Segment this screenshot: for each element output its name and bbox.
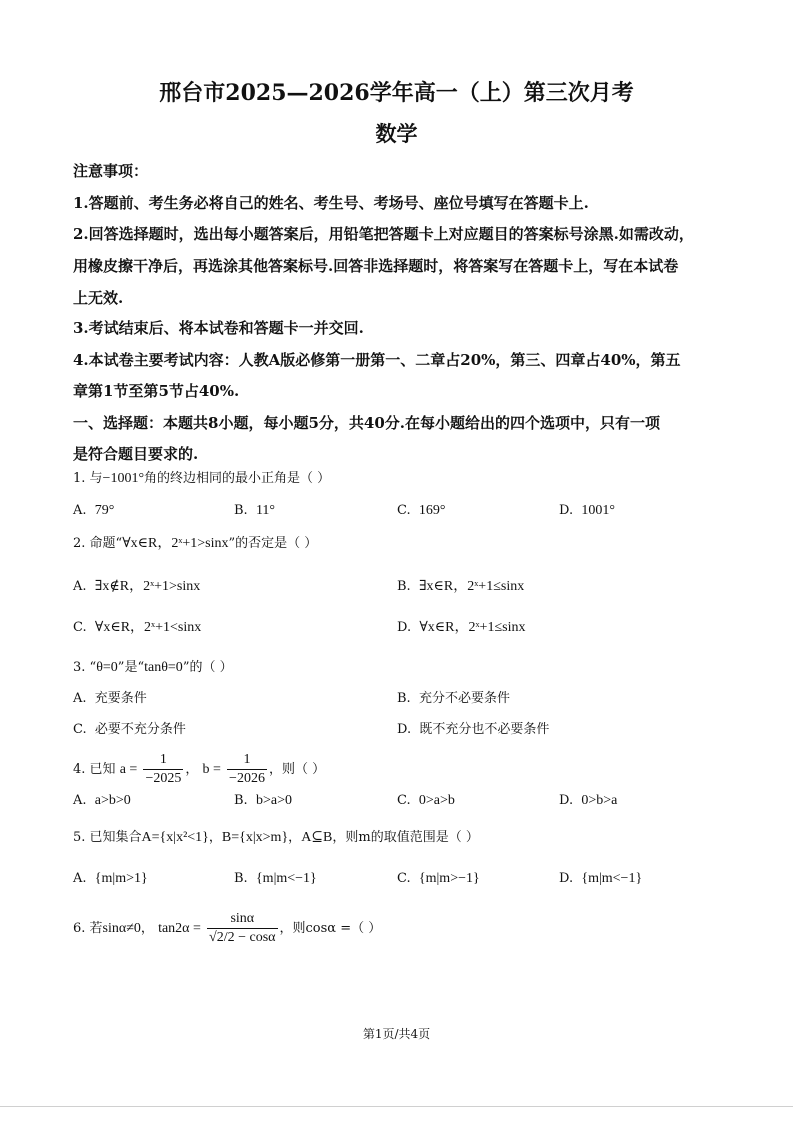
page-bottom-divider [0, 1106, 793, 1107]
option-value: ∀x∈R，2ˣ+1≤sinx [419, 620, 526, 635]
question-6-fraction [207, 910, 277, 947]
question-4-option-d [559, 792, 617, 810]
option-label: D. [559, 503, 574, 518]
option-value: 11° [255, 503, 276, 518]
option-label: C. [73, 620, 87, 635]
option-value: 169° [418, 503, 446, 518]
option-value: 充分不必要条件 [418, 691, 510, 706]
option-value: {m|m>−1} [418, 871, 480, 886]
question-3-prefix: 3. “ [73, 660, 97, 675]
option-label: A. [73, 793, 87, 808]
question-5-option-b [234, 870, 317, 888]
question-1-option-a [73, 502, 114, 520]
option-value: b>a>0 [255, 793, 292, 808]
question-4-prefix: 4. 已知 [73, 762, 116, 777]
option-value: a>b>0 [94, 793, 131, 808]
question-4-option-a [73, 792, 131, 810]
question-2 [73, 535, 317, 553]
option-label: B. [234, 871, 248, 886]
fraction-denominator: √2/2 − cosα [209, 930, 276, 945]
notes-heading: 注意事项： [73, 162, 149, 180]
question-6-condition: sinα≠0 [102, 921, 141, 936]
question-4-a-lhs: a = [119, 762, 138, 777]
fraction-numerator: sinα [230, 911, 255, 926]
option-value: 0>b>a [581, 793, 618, 808]
question-2-prefix: 2. 命题“ [73, 536, 123, 551]
question-2-option-c [73, 619, 201, 637]
question-3-expr-1: θ=0 [96, 660, 118, 675]
question-4-option-c [397, 792, 455, 810]
question-4 [73, 751, 325, 788]
option-value: ∃x∉R，2ˣ+1>sinx [94, 579, 201, 594]
note-1: 1.答题前、考生务必将自己的姓名、考生号、考场号、座位号填写在答题卡上. [73, 194, 589, 212]
option-value: 79° [94, 503, 115, 518]
section-1-line-1: 一、选择题：本题共8小题，每小题5分，共40分.在每小题给出的四个选项中，只有一项 [73, 414, 660, 432]
option-label: D. [397, 620, 412, 635]
question-4-sep: ， [185, 762, 199, 777]
option-value: 0>a>b [418, 793, 455, 808]
section-1-line-2: 是符合题目要求的. [73, 445, 199, 463]
exam-subject: 数学 [375, 121, 418, 146]
question-3-mid: ”是“ [117, 660, 145, 675]
option-label: A. [73, 503, 87, 518]
question-5-option-a [73, 870, 148, 888]
question-4-b-lhs: b = [202, 762, 221, 777]
question-2-suffix: ”的否定是（ ） [228, 536, 318, 551]
exam-title: 邢台市2025—2026学年高一（上）第三次月考 [159, 80, 634, 106]
question-1 [73, 470, 330, 488]
question-5-prefix: 5. 已知集合 [73, 830, 142, 845]
option-value: {m|m<−1} [255, 871, 317, 886]
question-6 [73, 910, 381, 947]
note-3: 3.考试结束后、将本试卷和答题卡一并交回. [73, 319, 364, 337]
option-label: C. [73, 722, 87, 737]
option-label: B. [397, 579, 411, 594]
question-2-option-d [397, 619, 525, 637]
question-4-option-b [234, 792, 292, 810]
option-value: ∃x∈R，2ˣ+1≤sinx [418, 579, 525, 594]
note-2-line-2: 用橡皮擦干净后，再选涂其他答案标号.回答非选择题时，将答案写在答题卡上，写在本试卷 [73, 257, 679, 275]
question-5-option-c [397, 870, 480, 888]
question-6-prefix: 6. 若 [73, 921, 103, 936]
option-label: C. [397, 503, 411, 518]
question-1-suffix: 角的终边相同的最小正角是（ ） [144, 471, 331, 486]
question-3-option-d [397, 721, 549, 739]
question-3-option-c [73, 721, 186, 739]
question-1-option-c [397, 502, 446, 520]
note-4-line-1: 4.本试卷主要考试内容：人教A版必修第一册第一、二章占20%，第三、四章占40%，第五 [73, 351, 681, 369]
note-4-line-2: 章第1节至第5节占40%. [73, 382, 240, 400]
option-value: 1001° [581, 503, 615, 518]
note-2-line-3: 上无效. [73, 289, 124, 307]
question-6-sep: ， [140, 921, 154, 936]
option-label: A. [73, 691, 87, 706]
option-value: 既不充分也不必要条件 [419, 722, 550, 737]
option-value: {m|m<−1} [581, 871, 643, 886]
option-value: 必要不充分条件 [94, 722, 186, 737]
fraction-numerator: 1 [243, 752, 251, 767]
option-label: B. [397, 691, 411, 706]
option-label: B. [234, 503, 248, 518]
question-5-sep-2: ， [288, 830, 302, 845]
question-5-set-a: A={x|x²<1} [141, 830, 209, 845]
option-label: A. [73, 871, 87, 886]
question-5 [73, 829, 479, 847]
question-5-relation: A⊆B [301, 830, 333, 845]
question-5-suffix: ，则m的取值范围是（ ） [332, 830, 479, 845]
option-value: ∀x∈R，2ˣ+1<sinx [94, 620, 202, 635]
question-3-expr-2: tanθ=0 [144, 660, 183, 675]
question-3-suffix: ”的（ ） [182, 660, 233, 675]
question-3-option-b [397, 690, 510, 708]
fraction-numerator: 1 [159, 752, 167, 767]
question-6-suffix: ，则cosα =（ ） [279, 921, 382, 936]
question-5-option-d [559, 870, 642, 888]
question-2-expr: ∀x∈R，2ˣ+1>sinx [122, 536, 229, 551]
option-label: C. [397, 871, 411, 886]
page-number: 第1页/共4页 [362, 1027, 431, 1041]
option-label: C. [397, 793, 411, 808]
question-3-option-a [73, 690, 147, 708]
fraction-denominator: −2026 [229, 771, 265, 786]
note-2-line-1: 2.回答选择题时，选出每小题答案后，用铅笔把答题卡上对应题目的答案标号涂黑.如需改动， [73, 225, 694, 243]
question-3 [73, 659, 233, 677]
option-label: A. [73, 579, 87, 594]
question-5-set-b: B={x|x>m} [221, 830, 289, 845]
option-value: {m|m>1} [94, 871, 148, 886]
question-5-sep-1: ， [208, 830, 222, 845]
option-label: B. [234, 793, 248, 808]
option-label: D. [559, 871, 574, 886]
option-label: D. [559, 793, 574, 808]
question-1-prefix: 1. 与 [73, 471, 103, 486]
fraction-denominator: −2025 [145, 771, 182, 786]
question-4-suffix: ，则（ ） [268, 762, 326, 777]
question-4-a-fraction [143, 751, 183, 788]
question-4-b-fraction [227, 751, 267, 788]
question-2-option-a [73, 578, 200, 596]
option-value: 充要条件 [94, 691, 147, 706]
option-label: D. [397, 722, 412, 737]
question-1-option-d [559, 502, 615, 520]
question-1-expr: −1001° [102, 471, 145, 486]
question-6-lhs: tan2α = [158, 921, 201, 936]
question-1-option-b [234, 502, 275, 520]
question-2-option-b [397, 578, 524, 596]
